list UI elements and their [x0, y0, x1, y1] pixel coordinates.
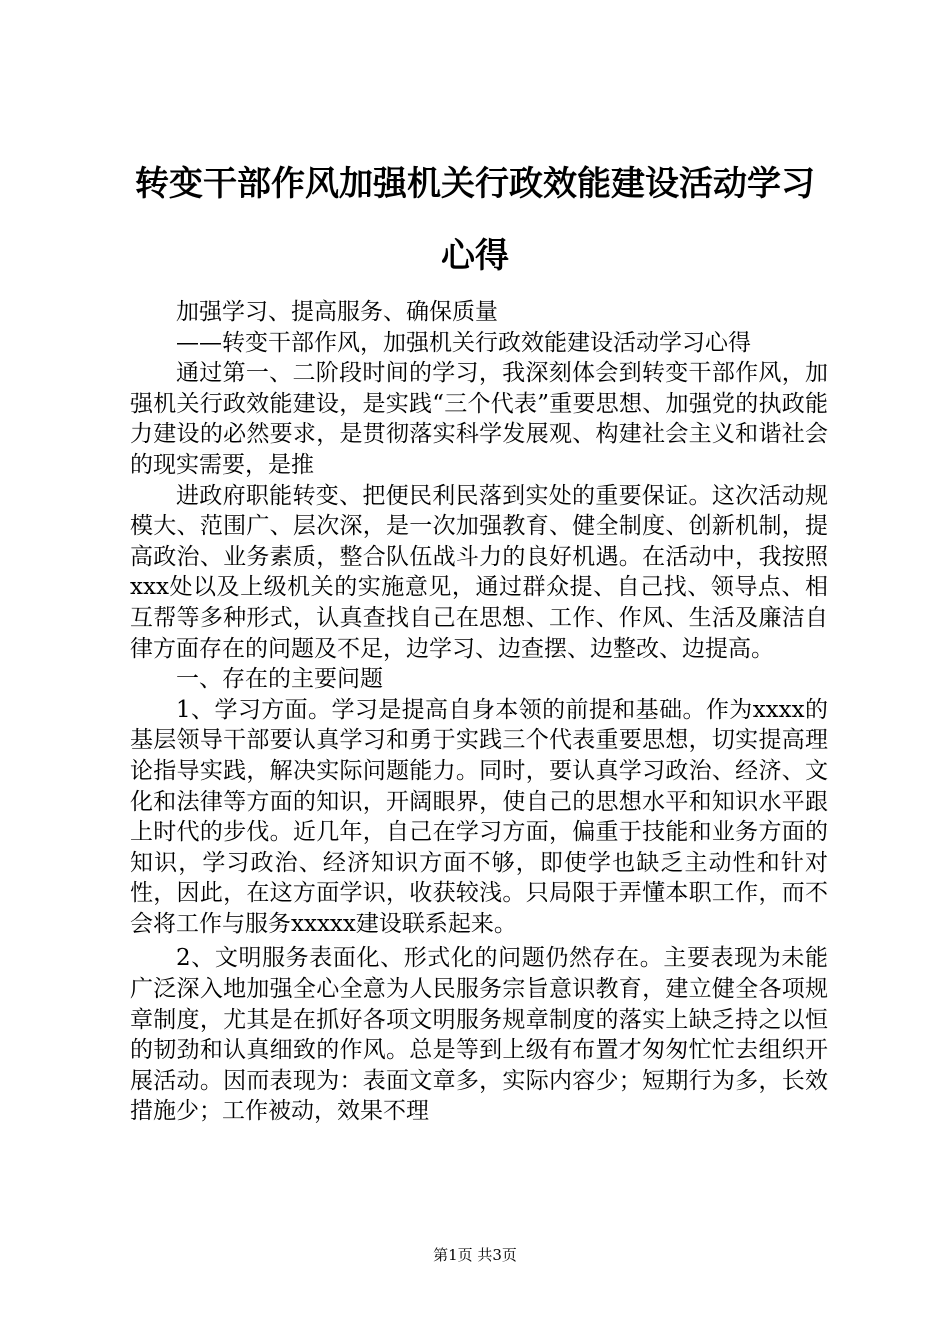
document-body	[130, 297, 828, 1127]
document-title	[110, 148, 840, 292]
title-line-2: 心得	[441, 236, 509, 276]
paragraph: 进政府职能转变、把便民利民落到实处的重要保证。这次活动规模大、范围广、层次深，是一次加强教育、健全制度、创新机制，提高政治、业务素质，整合队伍战斗力的良好机遇。在活动中，我按照xxx处以及上级机关的实施意见，通过群众提、自己找、领导点、相互帮等多种形式，认真查找自己在思想、工作、作风、生活及廉洁自律方面存在的问题及不足，边学习、边查摆、边整改、边提高。	[130, 482, 828, 662]
paragraph: 通过第一、二阶段时间的学习，我深刻体会到转变干部作风，加强机关行政效能建设，是实践“三个代表”重要思想、加强党的执政能力建设的必然要求，是贯彻落实科学发展观、构建社会主义和谐社会的现实需要，是推	[130, 360, 828, 478]
paragraph: 1、学习方面。学习是提高自身本领的前提和基础。作为xxxx的基层领导干部要认真学习和勇于实践三个代表重要思想，切实提高理论指导实践，解决实际问题能力。同时，要认真学习政治、经济、文化和法律等方面的知识，开阔眼界，使自己的思想水平和知识水平跟上时代的步伐。近几年，自己在学习方面，偏重于技能和业务方面的知识，学习政治、经济知识方面不够，即使学也缺乏主动性和针对性，因此，在这方面学识，收获较浅。只局限于弄懂本职工作，而不会将工作与服务xxxxx建设联系起来。	[130, 696, 828, 937]
page-footer: 第1页 共3页	[433, 1246, 517, 1264]
section-heading: 一、存在的主要问题	[176, 666, 383, 693]
paragraph: 2、文明服务表面化、形式化的问题仍然存在。主要表现为未能广泛深入地加强全心全意为人民服务宗旨意识教育，建立健全各项规章制度，尤其是在抓好各项文明服务规章制度的落实上缺乏持之以恒的韧劲和认真细致的作风。总是等到上级有布置才匆匆忙忙去组织开展活动。因而表现为：表面文章多，实际内容少；短期行为多，长效措施少；工作被动，效果不理	[130, 945, 828, 1125]
paragraph-subtitle: 加强学习、提高服务、确保质量	[176, 299, 498, 325]
paragraph-subtitle-2: ——转变干部作风，加强机关行政效能建设活动学习心得	[176, 329, 751, 356]
title-line-1: 转变干部作风加强机关行政效能建设活动学习	[135, 164, 815, 204]
